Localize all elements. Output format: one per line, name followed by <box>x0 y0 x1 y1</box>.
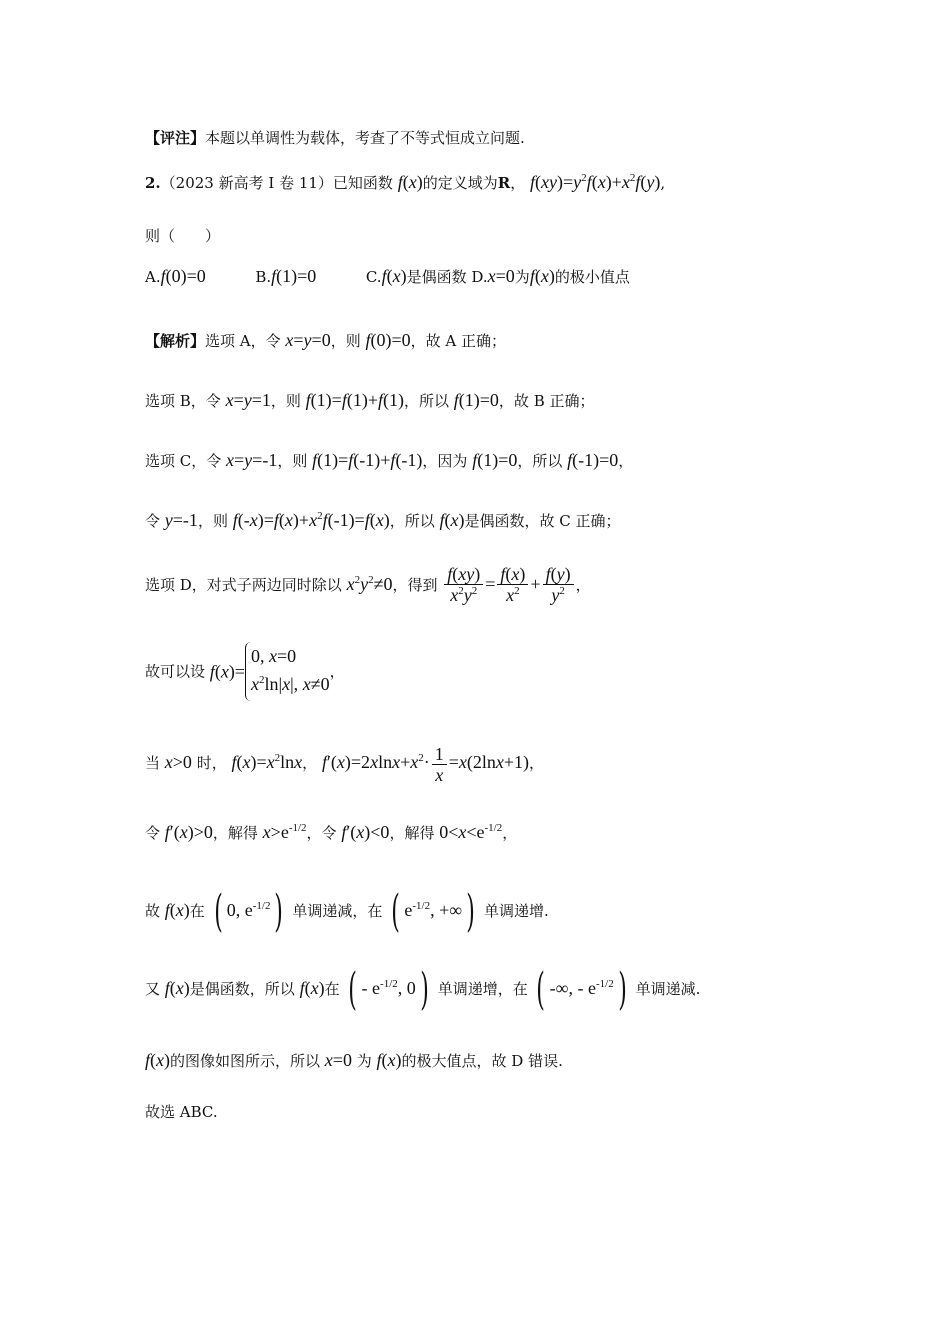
option-a: A.f(0)=0 <box>145 266 206 286</box>
solution-line-7: 当 x>0 时， $f(x)=x^2\ln x$， $f'(x)=2xlnx+x^2\cdot$ $\frac{1}{x}$ =x(2lnx+1)， <box>145 743 545 785</box>
solution-line-3: 选项 C，令 x=y=-1，则 f(1)=f(-1)+f(-1)，因为 f(1)=0，所以 f(-1)=0， <box>145 450 634 470</box>
solution-line-11: f(x)的图像如图所示，所以 x=0 为 f(x)的极大值点，故 D 错误. <box>145 1050 563 1070</box>
option-d: D.x=0为f(x)的极小值点 <box>471 266 630 286</box>
question-text2: ， <box>510 174 526 192</box>
solution-line-1: 【解析】选项 A，令 x=y=0，则 f(0)=0，故 A 正确； <box>145 330 507 350</box>
comment-tag: 【评注】 <box>145 129 206 147</box>
question-number: 2. <box>145 174 161 192</box>
question-text1: 的定义域为 <box>422 174 498 192</box>
comment-line <box>145 128 525 148</box>
question-stem: 2.（2023 新高考 I 卷 11）已知函数 f(x)的定义域为R， $f(xy)=y^2f(x)+x^2f(y)$, <box>145 172 666 192</box>
solution-tag: 【解析】 <box>145 332 206 350</box>
solution-line-2: 选项 B，令 x=y=1，则 f(1)=f(1)+f(1)，所以 f(1)=0，故 B 正确； <box>145 390 595 410</box>
option-b: B.f(1)=0 <box>255 266 317 286</box>
solution-line-4: 令 y=-1，则 $f(-x)=f(x)+x^2f(-1)=f(x)$，所以 f(x)是偶函数，故 C 正确； <box>145 510 621 530</box>
solution-line-8: 令 f′(x)>0，解得 $x>e^{-1/2}$，令 f′(x)<0，解得 $0<x<e^{-1/2}$， <box>145 822 518 842</box>
solution-line-6: 故可以设 f(x)=0, x=0 $x^2\ln|x|$, x≠0， <box>145 642 345 701</box>
solution-answer: 故选 ABC. <box>145 1103 218 1121</box>
solution-line-5: 选项 D，对式子两边同时除以 $x^2y^2\ne 0$，得到 $\frac{f(xy)}{x^2y^2}$ = $\frac{f(x)}{x^2}$ + $\frac{f(y)}{y^2}$ ， <box>145 564 591 605</box>
question-source: （2023 新高考 I 卷 11）已知函数 <box>160 174 393 192</box>
question-domain: R <box>497 174 511 192</box>
comment-text: 本题以单调性为载体，考查了不等式恒成立问题. <box>205 129 525 147</box>
solution-line-10: 又 f(x)是偶函数，所以 f(x)在 ( - $e^{-1/2}$, 0) 单调递增，在 ( -∞, - $e^{-1/2}$) 单调递减. <box>145 964 701 1015</box>
solution-line-9: 故 f(x)在 ( 0, $e^{-1/2}$) 单调递减，在 ( $e^{-1/2}$, +∞) 单调递增. <box>145 886 549 937</box>
question-then: 则（ ） <box>145 227 221 245</box>
question-equation: $f(xy)=y^2f(x)+x^2f(y)$ <box>530 172 661 192</box>
options-row <box>145 266 630 287</box>
option-c: C.f(x)是偶函数 <box>365 266 467 286</box>
